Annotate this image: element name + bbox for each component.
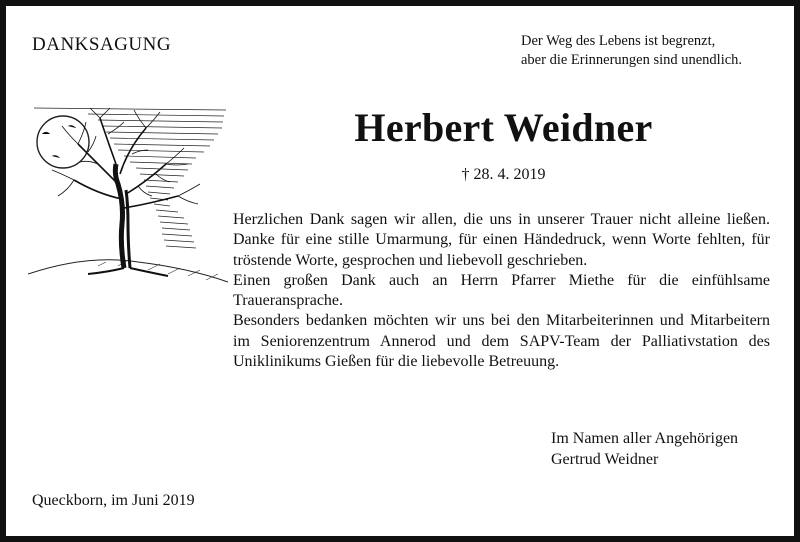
thanks-paragraph-1: Herzlichen Dank sagen wir allen, die uns in unserer Trauer nicht alleine ließen. Danke für eine stille Umarmung, für einen Händedruck, wenn Worte fehlten, für tröstende Worte, gesprochen und liebevoll geschrieben. [233, 211, 770, 269]
tree-with-moon-illustration [28, 104, 228, 286]
signature-line-2: Gertrud Weidner [551, 451, 659, 468]
deceased-name: Herbert Weidner [354, 105, 653, 150]
place-and-date: Queckborn, im Juni 2019 [32, 492, 195, 509]
quote-line-2: aber die Erinnerungen sind unendlich. [521, 52, 743, 68]
thanks-paragraph-2: Einen großen Dank auch an Herrn Pfarrer Miethe für die einfühlsame Traueransprache. [233, 271, 770, 310]
notice-heading: DANKSAGUNG [32, 34, 172, 55]
quote-line-1: Der Weg des Lebens ist begrenzt, [521, 33, 716, 49]
thanks-text [233, 210, 770, 372]
signature [551, 428, 738, 470]
quote [521, 32, 781, 70]
signature-line-1: Im Namen aller Angehörigen [551, 430, 739, 447]
death-date: † 28. 4. 2019 [461, 166, 546, 183]
thanks-paragraph-3: Besonders bedanken möchten wir uns bei den Mitarbeiterinnen und Mitarbeitern im Seniorenzentrum Annerod und dem SAPV-Team der Palliativstation des Uniklinikums Gießen für die liebevolle Betreuung. [233, 312, 770, 371]
